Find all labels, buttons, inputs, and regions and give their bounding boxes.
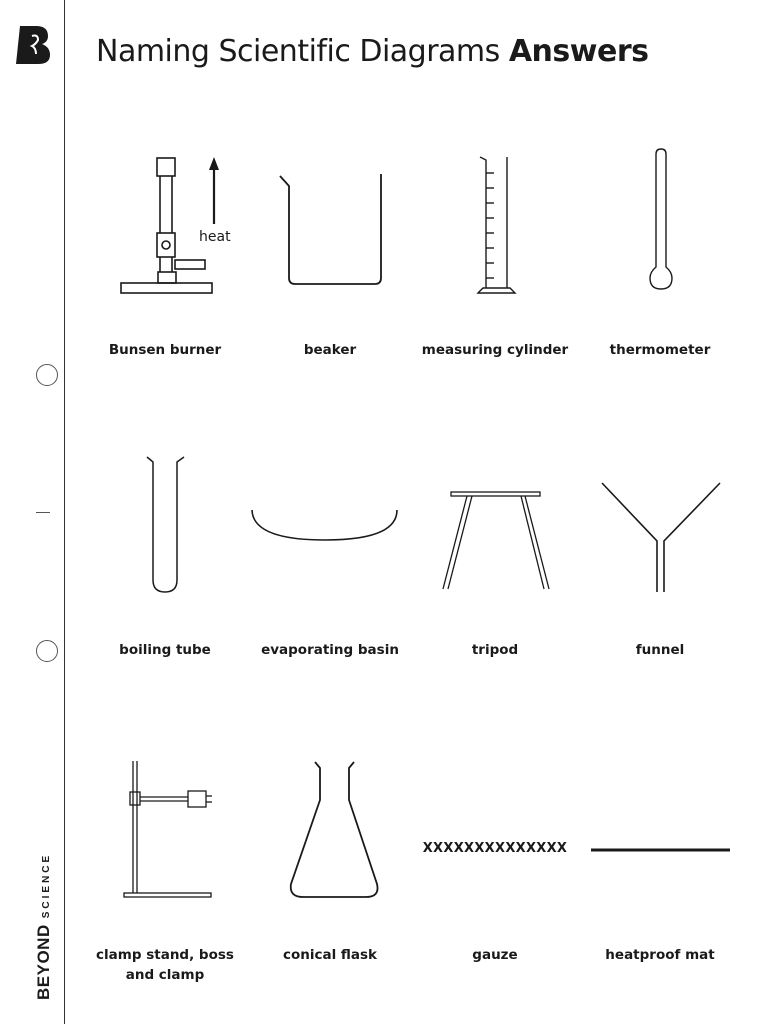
item-label: tripod bbox=[471, 642, 519, 658]
gauze-symbol: XXXXXXXXXXXXXX bbox=[422, 841, 568, 856]
item-label: evaporating basin bbox=[261, 642, 399, 658]
thermometer-icon bbox=[575, 140, 745, 310]
item-label: thermometer bbox=[609, 342, 711, 358]
conical-flask-icon bbox=[245, 745, 415, 915]
item-label: beaker bbox=[303, 342, 357, 358]
item-measuring-cylinder bbox=[410, 140, 580, 370]
heat-annotation: heat bbox=[199, 229, 231, 245]
item-bunsen-burner bbox=[80, 140, 250, 370]
clamp-stand-icon bbox=[80, 745, 250, 915]
measuring-cylinder-icon bbox=[410, 140, 580, 310]
item-boiling-tube bbox=[80, 440, 250, 670]
item-gauze bbox=[410, 745, 580, 995]
page-title-main: Naming Scientific Diagrams bbox=[96, 34, 500, 69]
tripod-icon bbox=[410, 440, 580, 610]
margin-line bbox=[64, 0, 65, 1024]
item-label: gauze bbox=[472, 947, 518, 963]
item-heatproof-mat bbox=[575, 745, 745, 995]
item-funnel bbox=[575, 440, 745, 670]
item-label: funnel bbox=[635, 642, 685, 658]
item-thermometer bbox=[575, 140, 745, 370]
item-tripod bbox=[410, 440, 580, 670]
item-conical-flask bbox=[245, 745, 415, 995]
brand-wordmark bbox=[34, 853, 54, 1000]
item-evaporating-basin bbox=[245, 440, 415, 670]
evaporating-basin-icon bbox=[245, 440, 415, 610]
item-label: clamp stand, boss and clamp bbox=[96, 947, 234, 983]
item-label: boiling tube bbox=[119, 642, 211, 658]
brand-primary: BEYOND bbox=[34, 924, 53, 1000]
fold-mark bbox=[36, 512, 50, 513]
heatproof-mat-icon bbox=[575, 745, 745, 915]
funnel-icon bbox=[575, 440, 745, 610]
page-title-emphasis: Answers bbox=[508, 34, 649, 69]
item-label: Bunsen burner bbox=[108, 342, 222, 358]
item-label: heatproof mat bbox=[605, 947, 715, 963]
item-label: measuring cylinder bbox=[421, 342, 569, 358]
brand-secondary: SCIENCE bbox=[41, 852, 52, 919]
page-title bbox=[96, 34, 648, 69]
beaker-icon bbox=[245, 140, 415, 310]
item-beaker bbox=[245, 140, 415, 370]
boiling-tube-icon bbox=[80, 440, 250, 610]
binder-hole-bottom bbox=[36, 640, 58, 662]
item-label: conical flask bbox=[282, 947, 378, 963]
bunsen-burner-icon bbox=[80, 140, 250, 310]
binder-hole-top bbox=[36, 364, 58, 386]
item-clamp-stand bbox=[80, 745, 250, 995]
beyond-logo-icon bbox=[14, 24, 52, 66]
